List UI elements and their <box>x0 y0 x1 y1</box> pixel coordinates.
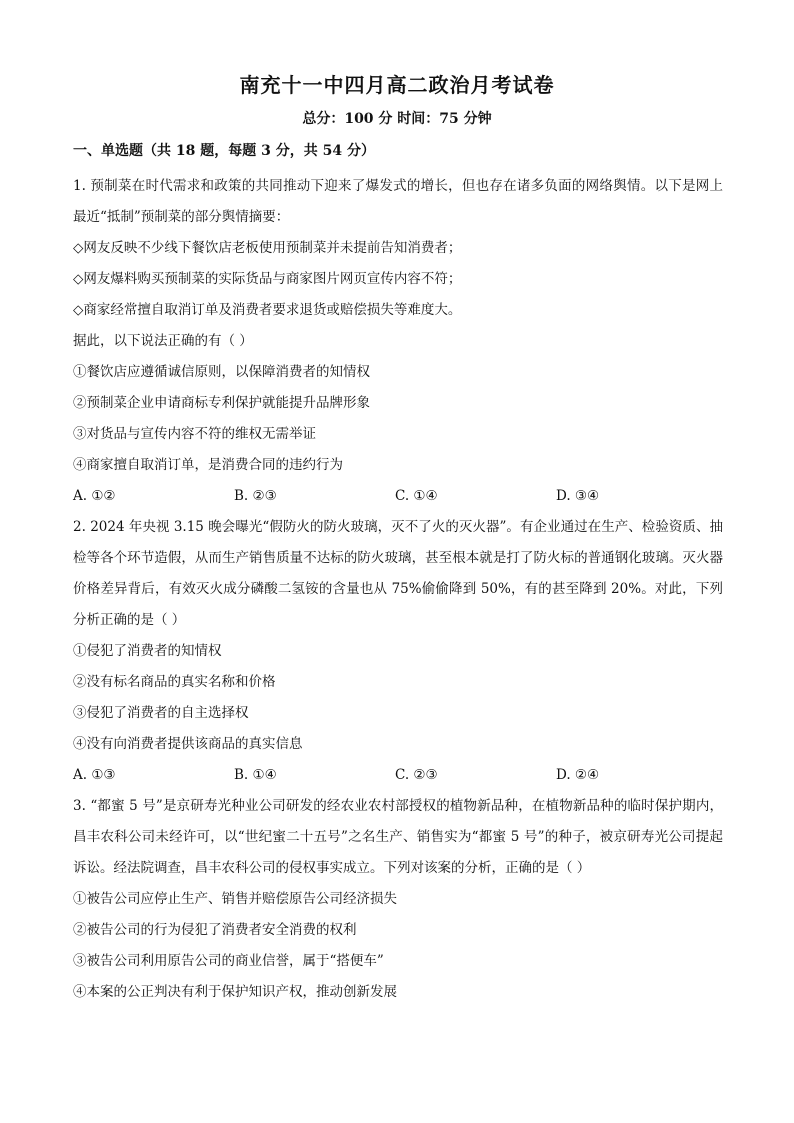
choice-b: B. ②③ <box>234 488 277 504</box>
statement: ①侵犯了消费者的知情权 <box>73 643 222 659</box>
choice-b: B. ①④ <box>234 767 277 783</box>
choice-a: A. ①② <box>73 488 116 504</box>
choice-c: C. ②③ <box>395 767 438 783</box>
choice-d: D. ③④ <box>556 488 600 504</box>
choice-a: A. ①③ <box>73 767 116 783</box>
statement: ③被告公司利用原告公司的商业信誉，属于“搭便车” <box>73 953 384 969</box>
question-3 <box>73 791 723 1008</box>
section-heading: 一、单选题（共 18 题，每题 3 分，共 54 分） <box>73 143 375 159</box>
statement: ③对货品与宣传内容不符的维权无需举证 <box>73 426 316 442</box>
statement: ④本案的公正判决有利于保护知识产权，推动创新发展 <box>73 984 397 1000</box>
material-line: ◇商家经常擅自取消订单及消费者要求退货或赔偿损失等难度大。 <box>73 302 462 318</box>
questions-body <box>73 171 723 1008</box>
statement: ②被告公司的行为侵犯了消费者安全消费的权利 <box>73 922 357 938</box>
choice-c: C. ①④ <box>395 488 438 504</box>
statement: ④没有向消费者提供该商品的真实信息 <box>73 736 303 752</box>
statement: ③侵犯了消费者的自主选择权 <box>73 705 249 721</box>
question-stem: 2. 2024 年央视 3.15 晚会曝光“假防火的防火玻璃，灭不了火的灭火器”。有企业通过在生产、检验资质、抽检等各个环节造假，从而生产销售质量不达标的防火玻璃，甚至根本就是打了防火标的普通钢化玻璃。灭火器价格差异背后，有效灭火成分磷酸二氢铵的含量也从 75%偷偷降到 50%，有的甚至降到 20%。对此，下列分析正确的是（ ） <box>73 519 723 628</box>
choice-d: D. ②④ <box>556 767 600 783</box>
statement: ①餐饮店应遵循诚信原则，以保障消费者的知情权 <box>73 364 370 380</box>
question-2 <box>73 512 723 791</box>
choice-row <box>73 760 723 791</box>
choice-row <box>73 481 723 512</box>
question-stem: 1. 预制菜在时代需求和政策的共同推动下迎来了爆发式的增长，但也存在诸多负面的网络舆情。以下是网上最近“抵制”预制菜的部分舆情摘要： <box>73 178 723 225</box>
exam-score-time: 总分：100 分 时间：75 分钟 <box>302 111 492 127</box>
material-line: ◇网友爆料购买预制菜的实际货品与商家图片网页宣传内容不符； <box>73 271 462 287</box>
question-1 <box>73 171 723 512</box>
material-line: ◇网友反映不少线下餐饮店老板使用预制菜并未提前告知消费者； <box>73 240 462 256</box>
question-prompt: 据此，以下说法正确的有（ ） <box>73 333 253 349</box>
question-stem: 3. “都蜜 5 号”是京研寿光种业公司研发的经农业农村部授权的植物新品种，在植物新品种的临时保护期内，昌丰农科公司未经许可，以“世纪蜜二十五号”之名生产、销售实为“都蜜 5 号”的种子，被京研寿光公司提起诉讼。经法院调查，昌丰农科公司的侵权事实成立。下列对该案的分析，正确的是（ ） <box>73 798 723 876</box>
statement: ①被告公司应停止生产、销售并赔偿原告公司经济损失 <box>73 891 397 907</box>
exam-title: 南充十一中四月高二政治月考试卷 <box>239 73 555 97</box>
statement: ④商家擅自取消订单，是消费合同的违约行为 <box>73 457 343 473</box>
statement: ②没有标名商品的真实名称和价格 <box>73 674 276 690</box>
statement: ②预制菜企业申请商标专利保护就能提升品牌形象 <box>73 395 370 411</box>
